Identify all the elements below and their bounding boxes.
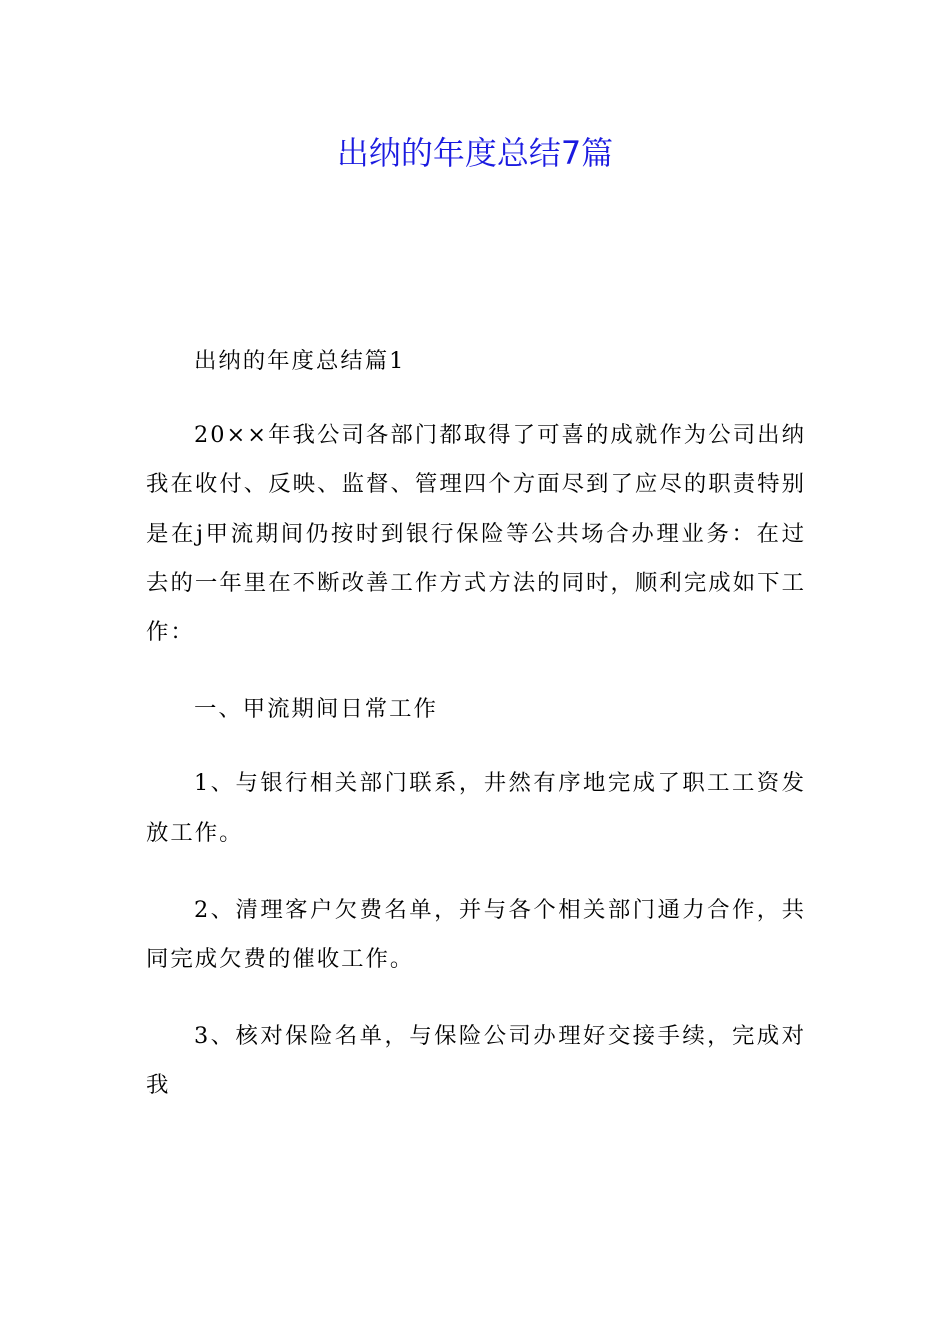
document-title: 出纳的年度总结7篇 [336, 134, 614, 172]
list-item-2: 2、清理客户欠费名单，并与各个相关部门通力合作，共同完成欠费的催收工作。 [146, 896, 806, 973]
subsection-heading: 一、甲流期间日常工作 [194, 696, 438, 723]
intro-paragraph: 20××年我公司各部门都取得了可喜的成就作为公司出纳我在收付、反映、监督、管理四个方面尽到了应尽的职责特别是在j甲流期间仍按时到银行保险等公共场合办理业务：在过去的一年里在不断改善工作方式方法的同时，顺利完成如下工作： [146, 422, 806, 646]
document-body [146, 337, 806, 1139]
list-item-3: 3、核对保险名单，与保险公司办理好交接手续，完成对我 [146, 1023, 806, 1099]
list-item-1: 1、与银行相关部门联系，井然有序地完成了职工工资发放工作。 [146, 770, 806, 846]
section-heading: 出纳的年度总结篇1 [194, 348, 406, 374]
